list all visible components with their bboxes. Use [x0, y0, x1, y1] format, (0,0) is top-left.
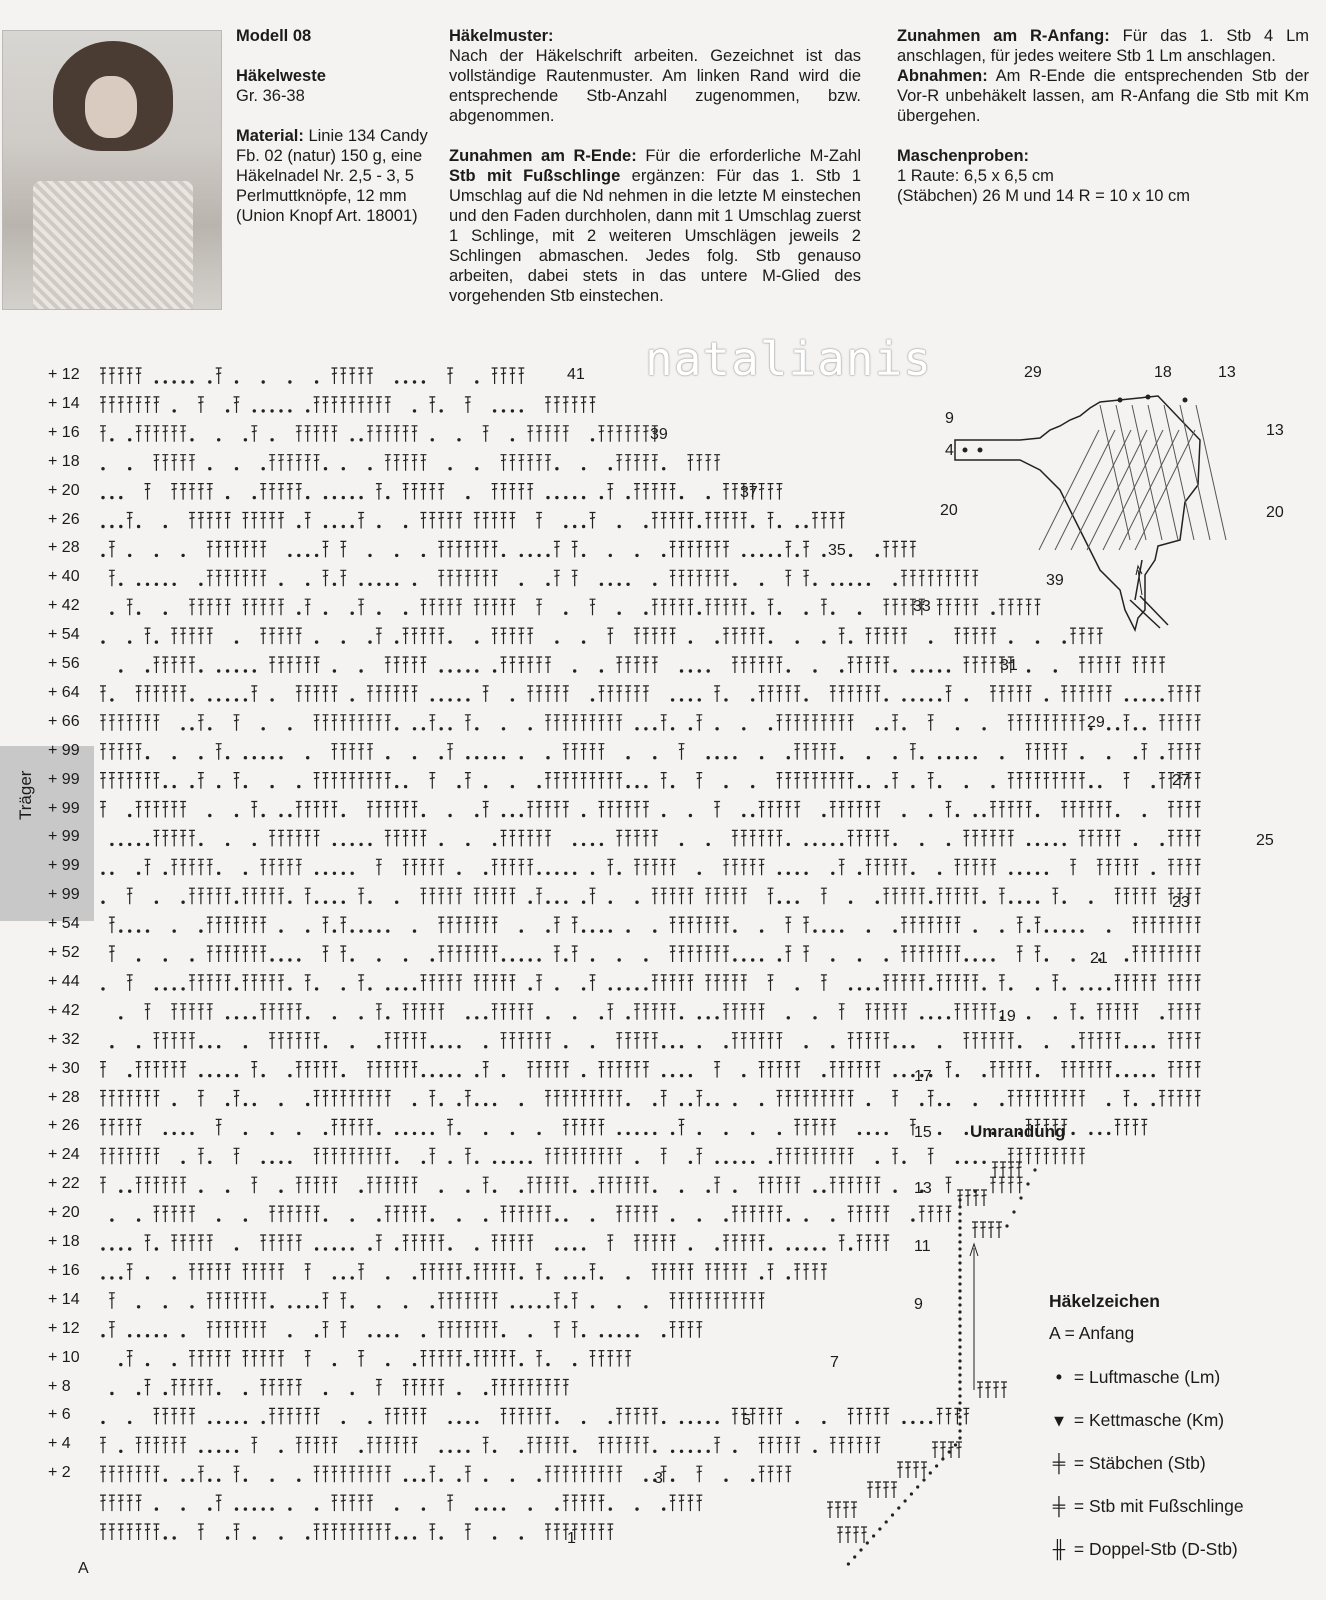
row-increment-label: + 26 [48, 510, 80, 528]
border-title: Umrandung [970, 1122, 1066, 1141]
dim-13-top: 13 [1218, 364, 1236, 381]
chart-row [100, 715, 1201, 731]
border-stitch [861, 1527, 867, 1543]
row-number-label: 1 [567, 1530, 576, 1547]
material-block [236, 126, 436, 226]
chart-row [101, 484, 782, 500]
row-increment-label: + 42 [48, 1001, 80, 1019]
legend-start-text: = Anfang [1064, 1323, 1135, 1343]
chart-row [109, 946, 1201, 962]
chart-row [100, 397, 596, 413]
row-number-label: 39 [650, 426, 668, 443]
border-chain [958, 1317, 961, 1320]
border-chain [958, 1226, 961, 1229]
border-chain [958, 1198, 961, 1201]
border-chain [1019, 1196, 1022, 1199]
border-chain [922, 1478, 925, 1481]
border-chain [916, 1485, 919, 1488]
grid-line [1039, 430, 1099, 550]
row-number-label: 31 [1000, 657, 1018, 674]
border-chain [958, 1345, 961, 1348]
chart-row [101, 975, 1200, 991]
row-number-label: 9 [914, 1296, 923, 1313]
grid-line [1055, 430, 1115, 550]
row-increment-label: + 32 [48, 1030, 80, 1048]
border-chain [958, 1282, 961, 1285]
gauge-motif: 1 Raute: 6,5 x 6,5 cm [897, 167, 1054, 185]
border-chain [958, 1422, 961, 1425]
row-increment-label: + 14 [48, 1290, 80, 1308]
grid-line [1164, 405, 1194, 540]
row-increment-label: + 30 [48, 1059, 80, 1077]
border-stitch [827, 1502, 833, 1518]
border-chain [958, 1254, 961, 1257]
border-chain [958, 1247, 961, 1250]
border-stitch [973, 1190, 979, 1206]
border-stitch [837, 1527, 843, 1543]
strap-label: Träger [16, 770, 35, 820]
border-stitch [977, 1382, 983, 1398]
grid-line [1103, 430, 1163, 550]
border-chain [958, 1275, 961, 1278]
chart-row [119, 1004, 1201, 1020]
chart-row [100, 1062, 1201, 1078]
border-chain [941, 1457, 944, 1460]
row-number-label: 33 [913, 598, 931, 615]
chain-symbol: • [1055, 1367, 1063, 1387]
grid-line [1180, 405, 1210, 540]
border-chain [958, 1394, 961, 1397]
border-stitch [883, 1482, 889, 1498]
row-increment-label: + 12 [48, 1319, 80, 1337]
row-increment-label: + 99 [48, 770, 80, 788]
legend-title: Häkelzeichen [1049, 1291, 1160, 1311]
chart-row [110, 1033, 1201, 1049]
dim-13-side: 13 [1266, 422, 1284, 439]
border-chain [885, 1520, 888, 1523]
vest-schematic [930, 360, 1310, 660]
chart-row [109, 1293, 765, 1309]
pattern-text: Nach der Häkelschrift arbeiten. Gezeichnet ist das vollständige Rautenmuster. Am linken Rand wird die entsprechende Stb-Anzahl zugenommen, bzw. abgenommen. [449, 47, 861, 125]
chart-row [100, 368, 524, 384]
row-increment-label: + 2 [48, 1464, 71, 1482]
border-chain [847, 1562, 850, 1565]
row-increment-label: + 99 [48, 857, 80, 875]
decrease-block [897, 66, 1309, 126]
border-chain [958, 1296, 961, 1299]
border-chain [935, 1464, 938, 1467]
border-chain [958, 1205, 961, 1208]
row-number-label: 35 [828, 542, 846, 559]
row-increment-label: + 99 [48, 886, 80, 904]
border-stitch [965, 1190, 971, 1206]
watermark: natalianis [645, 332, 932, 386]
border-stitch [853, 1527, 859, 1543]
schematic-outline [955, 396, 1200, 630]
border-stitch [972, 1222, 978, 1238]
chart-row [100, 1524, 613, 1540]
legend-dc-text: = Stäbchen (Stb) [1073, 1453, 1206, 1473]
border-stitch [988, 1222, 994, 1238]
chart-row [110, 1380, 569, 1396]
row-increment-label: + 99 [48, 799, 80, 817]
row-increment-label: + 8 [48, 1377, 71, 1395]
border-arrow [970, 1244, 978, 1390]
row-increment-label: + 18 [48, 452, 80, 470]
chart-row [101, 513, 844, 529]
legend-start [1049, 1322, 1134, 1344]
row-increment-label: + 14 [48, 394, 80, 412]
legend-slip-text: = Kettmasche (Km) [1073, 1410, 1225, 1430]
button-dot-2 [978, 448, 983, 453]
increase-start-label: Zunahmen am R-Anfang: [897, 27, 1110, 45]
row-number-label: 11 [914, 1238, 931, 1255]
row-number-label: 25 [1256, 832, 1274, 849]
dim-9: 9 [945, 410, 954, 427]
border-chain [878, 1527, 881, 1530]
row-increment-label: + 16 [48, 1261, 80, 1279]
row-number-label: 13 [914, 1180, 932, 1197]
border-chain [1026, 1182, 1029, 1185]
border-chain [958, 1233, 961, 1236]
increase-end-block [449, 146, 861, 306]
border-stitch [875, 1482, 881, 1498]
row-number-label: 3 [654, 1470, 663, 1487]
grid-line [1119, 430, 1179, 550]
decrease-label: Abnahmen: [897, 67, 988, 85]
border-chain [958, 1366, 961, 1369]
dim-39: 39 [1046, 572, 1064, 589]
border-stitch [897, 1462, 903, 1478]
chart-row [100, 773, 1201, 789]
border-chain [1012, 1210, 1015, 1213]
border-chain [904, 1499, 907, 1502]
border-chain [958, 1240, 961, 1243]
border-chart [800, 1140, 1080, 1580]
border-stitch [996, 1222, 1002, 1238]
row-number-label: 37 [740, 484, 758, 501]
row-increment-label: + 20 [48, 481, 80, 499]
chart-row [101, 859, 1200, 875]
grid-line [1196, 405, 1226, 540]
pattern-instructions [449, 26, 861, 306]
chart-row [101, 1264, 827, 1280]
increase-end-text-2: ergänzen: Für das 1. Stb 1 Umschlag auf die Nd nehmen in die letzte M einstechen und den Faden durchholen, dann mit 1 Umschlag zuerst 1 Schlinge, mit 2 weiteren Umschlägen jeweils 2 Schlingen abmaschen. Jedes folg. Stb genauso arbeiten, dabei stets in das untere M-Glied des vorgehenden Stb einstechen. [449, 167, 861, 305]
increase-start-block [897, 26, 1309, 66]
increase-start-text: Für das 1. Stb 4 Lm anschlagen, für jedes weitere Stb 1 Lm anschlagen. [897, 27, 1309, 65]
border-chain [958, 1359, 961, 1362]
decrease-text: Am R-Ende die entsprechenden Stb der Vor-R unbehäkelt lassen, am R-Anfang die Stb mit Km übergehen. [897, 67, 1309, 125]
dim-18: 18 [1154, 364, 1172, 381]
row-increment-label: + 52 [48, 944, 80, 961]
border-chain [859, 1548, 862, 1551]
row-increment-label: + 54 [48, 626, 80, 644]
chart-row [101, 888, 1200, 904]
chart-row [110, 599, 1040, 615]
chart-row [100, 686, 1201, 702]
chart-row [100, 1437, 880, 1453]
border-chain [929, 1471, 932, 1474]
model-title: Häkelweste [236, 67, 326, 85]
border-chain [958, 1219, 961, 1222]
row-increment-label: + 20 [48, 1204, 80, 1222]
row-number-label: 5 [742, 1412, 751, 1429]
border-stitch [921, 1462, 927, 1478]
border-chain [958, 1289, 961, 1292]
border-stitch [981, 1190, 987, 1206]
row-number-label: 15 [914, 1124, 932, 1141]
border-chain [958, 1408, 961, 1411]
border-stitch [1001, 1382, 1007, 1398]
chart-row [101, 1322, 702, 1338]
border-stitch [867, 1482, 873, 1498]
border-stitch [992, 1162, 998, 1178]
chart-row [110, 830, 1201, 846]
model-size: Gr. 36-38 [236, 87, 305, 105]
row-increment-label: + 42 [48, 597, 80, 615]
border-chain [866, 1541, 869, 1544]
row-number-label: 27 [1172, 772, 1190, 789]
increase-end-bold: Stb mit Fußschlinge [449, 167, 621, 185]
chart-row [109, 570, 978, 586]
border-stitch [932, 1442, 938, 1458]
border-chain [958, 1373, 961, 1376]
border-chain [958, 1310, 961, 1313]
chart-row [100, 1466, 791, 1482]
tr-symbol: ╫ [1052, 1539, 1066, 1559]
border-chain [948, 1450, 951, 1453]
row-increment-label: + 66 [48, 712, 80, 730]
gauge-stitches: (Stäbchen) 26 M und 14 R = 10 x 10 cm [897, 187, 1191, 205]
row-number-label: 21 [1090, 950, 1108, 967]
legend-dc [1049, 1452, 1206, 1474]
slip-symbol: ▾ [1054, 1410, 1064, 1430]
chart-row [101, 1235, 889, 1251]
row-number-label: 41 [567, 366, 585, 383]
chart-row [101, 455, 720, 471]
border-chain [958, 1380, 961, 1383]
border-chain [958, 1303, 961, 1306]
border-stitch [993, 1382, 999, 1398]
row-increment-label: + 12 [48, 366, 80, 383]
border-chain [1005, 1224, 1008, 1227]
border-chain [958, 1401, 961, 1404]
border-stitch [845, 1527, 851, 1543]
chart-row [100, 744, 1201, 760]
row-increment-label: + 4 [48, 1435, 71, 1453]
border-stitch [891, 1482, 897, 1498]
border-chain [897, 1506, 900, 1509]
model-number: Modell 08 [236, 27, 312, 45]
row-increment-label: + 56 [48, 655, 80, 672]
border-chain [958, 1352, 961, 1355]
button-dot-3 [1118, 398, 1123, 403]
border-stitch [957, 1190, 963, 1206]
border-chain [958, 1436, 961, 1439]
row-increment-label: + 40 [48, 568, 80, 586]
row-increment-label: + 18 [48, 1233, 80, 1250]
legend-tr-text: = Doppel-Stb (D-Stb) [1073, 1539, 1238, 1559]
gauge-label: Maschenproben: [897, 147, 1030, 165]
border-chain [958, 1331, 961, 1334]
photo-face [85, 76, 137, 138]
chart-row [100, 1091, 1201, 1107]
legend-slip [1049, 1409, 1224, 1431]
border-stitch [1000, 1162, 1006, 1178]
border-stitch [1016, 1162, 1022, 1178]
row-increment-label: + 6 [48, 1406, 71, 1424]
legend-chain-text: = Luftmasche (Lm) [1073, 1367, 1221, 1387]
pattern-instructions-cont [897, 26, 1309, 206]
border-chain [958, 1429, 961, 1432]
chart-row [100, 1495, 702, 1511]
border-stitch [843, 1502, 849, 1518]
border-stitch [948, 1442, 954, 1458]
chart-row [100, 426, 658, 442]
legend-tr [1049, 1538, 1238, 1560]
row-number-label: 7 [830, 1354, 839, 1371]
pattern-heading: Häkelmuster: [449, 27, 554, 45]
border-stitch [905, 1462, 911, 1478]
dim-20-right: 20 [1266, 504, 1284, 521]
grid-line [1087, 430, 1147, 550]
increase-end-label: Zunahmen am R-Ende: [449, 147, 637, 165]
row-number-label: 17 [914, 1068, 932, 1085]
fdc-symbol: ╪ [1052, 1496, 1066, 1516]
button-dot-1 [963, 448, 968, 453]
row-number-label: 29 [1087, 714, 1105, 731]
row-increment-label: + 24 [48, 1146, 80, 1164]
border-chain [891, 1513, 894, 1516]
border-chain [958, 1415, 961, 1418]
border-chain [853, 1555, 856, 1558]
border-chain [958, 1387, 961, 1390]
border-stitch [851, 1502, 857, 1518]
row-increment-label: + 26 [48, 1117, 80, 1135]
row-increment-label: + 22 [48, 1175, 80, 1193]
dim-4: 4 [945, 442, 954, 459]
row-number-label: 23 [1172, 894, 1190, 911]
chart-row [109, 917, 1201, 933]
row-increment-label: + 28 [48, 539, 80, 557]
row-increment-label: + 10 [48, 1348, 80, 1366]
border-chain [910, 1492, 913, 1495]
increase-end-text-1: Für die erforderliche M-Zahl [645, 147, 861, 165]
row-number-label: 19 [998, 1008, 1016, 1025]
chart-row [101, 541, 916, 557]
border-stitch [913, 1462, 919, 1478]
photo-vest [33, 181, 193, 309]
row-increment-label: + 64 [48, 683, 80, 701]
material-text: Linie 134 Candy Fb. 02 (natur) 150 g, eine Häkelnadel Nr. 2,5 - 3, 5 Perlmuttknöpfe, 12 mm (Union Knopf Art. 18001) [236, 127, 428, 225]
border-chain [958, 1338, 961, 1341]
row-increment-label: + 99 [48, 828, 80, 846]
border-chain [1033, 1168, 1036, 1171]
dim-20-left: 20 [940, 502, 958, 519]
legend-fdc-text: = Stb mit Fußschlinge [1073, 1496, 1244, 1516]
chart-start-label: A [78, 1560, 89, 1577]
border-stitch [980, 1222, 986, 1238]
chart-row [100, 802, 1201, 818]
dc-symbol: ╪ [1052, 1453, 1066, 1473]
border-stitch [985, 1382, 991, 1398]
button-dot-4 [1146, 395, 1151, 400]
border-chain [958, 1268, 961, 1271]
button-dot-5 [1183, 398, 1188, 403]
model-info [236, 26, 436, 226]
border-chain [958, 1324, 961, 1327]
border-stitch [940, 1442, 946, 1458]
row-increment-label: + 28 [48, 1088, 80, 1106]
chart-row [119, 1351, 631, 1367]
dim-29: 29 [1024, 364, 1042, 381]
row-increment-label: + 44 [48, 972, 80, 990]
row-increment-label: + 16 [48, 423, 80, 441]
row-increment-label: + 54 [48, 915, 80, 933]
border-chain [958, 1212, 961, 1215]
grid-line [1071, 430, 1131, 550]
material-label: Material: [236, 127, 304, 145]
model-photo [2, 30, 222, 310]
legend-fdc [1049, 1495, 1244, 1517]
border-stitch [1008, 1162, 1014, 1178]
border-stitch [835, 1502, 841, 1518]
row-increment-label: + 99 [48, 741, 80, 759]
legend-chain [1049, 1366, 1220, 1388]
legend-start-symbol: A [1049, 1323, 1060, 1343]
border-chain [954, 1443, 957, 1446]
border-chain [872, 1534, 875, 1537]
border-chain [958, 1261, 961, 1264]
